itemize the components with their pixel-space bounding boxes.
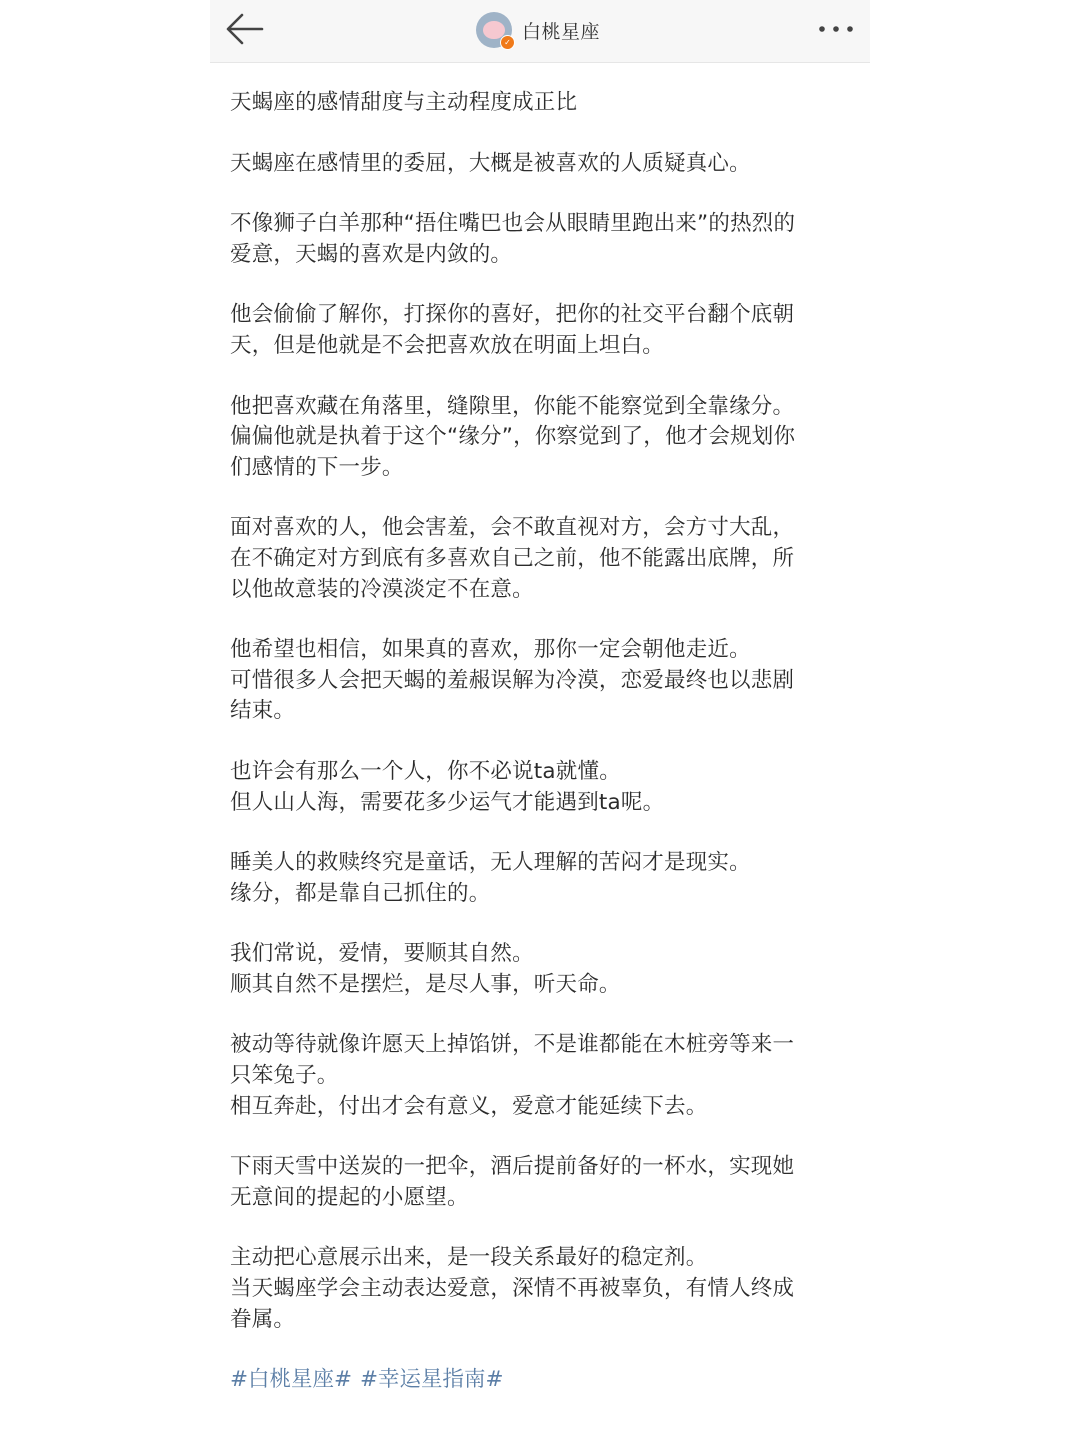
more-options-button[interactable] bbox=[816, 14, 856, 44]
paragraph-line: 眷属。 bbox=[230, 1306, 296, 1332]
article-paragraph bbox=[230, 300, 850, 361]
paragraph-line: 主动把心意展示出来，是一段关系最好的稳定剂。 bbox=[230, 1245, 708, 1271]
paragraph-line: 可惜很多人会把天蝎的羞赧误解为冷漠，恋爱最终也以悲剧 bbox=[230, 667, 795, 693]
paragraph-line: 顺其自然不是摆烂，是尽人事，听天命。 bbox=[230, 971, 621, 997]
article-paragraph bbox=[230, 392, 850, 484]
article-paragraph bbox=[230, 939, 850, 1000]
paragraph-line: 但人山人海，需要花多少运气才能遇到ta呢。 bbox=[230, 789, 665, 815]
avatar[interactable] bbox=[476, 12, 512, 48]
paragraph-line: 缘分，都是靠自己抓住的。 bbox=[230, 880, 491, 906]
paragraph-line: 他会偷偷了解你，打探你的喜好，把你的社交平台翻个底朝 bbox=[230, 302, 795, 328]
article-paragraph bbox=[230, 635, 850, 727]
paragraph-line: 以他故意装的冷漠淡定不在意。 bbox=[230, 576, 534, 602]
paragraph-line: 在不确定对方到底有多喜欢自己之前，他不能露出底牌，所 bbox=[230, 545, 795, 571]
article-body bbox=[230, 88, 850, 1395]
paragraph-line: 当天蝎座学会主动表达爱意，深情不再被辜负，有情人终成 bbox=[230, 1276, 795, 1302]
paragraph-line: 面对喜欢的人，他会害羞，会不敢直视对方，会方寸大乱， bbox=[230, 515, 795, 541]
paragraph-line: 爱意，天蝎的喜欢是内敛的。 bbox=[230, 241, 513, 267]
paragraph-line: 下雨天雪中送炭的一把伞，酒后提前备好的一杯水，实现她 bbox=[230, 1154, 795, 1180]
article-paragraph bbox=[230, 1152, 850, 1213]
hashtag-link[interactable]: #白桃星座# bbox=[230, 1367, 353, 1393]
arrow-left-icon bbox=[224, 10, 266, 48]
paragraph-line: 被动等待就像许愿天上掉馅饼，不是谁都能在木桩旁等来一 bbox=[230, 1032, 795, 1058]
back-button[interactable] bbox=[224, 10, 266, 48]
article-paragraph bbox=[230, 1030, 850, 1122]
article-paragraph bbox=[230, 1243, 850, 1335]
paragraph-line: 他把喜欢藏在角落里，缝隙里，你能不能察觉到全靠缘分。 bbox=[230, 393, 795, 419]
article-paragraph bbox=[230, 848, 850, 909]
top-nav-bar bbox=[210, 0, 870, 63]
article-paragraph bbox=[230, 88, 850, 119]
article-paragraph bbox=[230, 757, 850, 818]
paragraph-line: 天，但是他就是不会把喜欢放在明面上坦白。 bbox=[230, 332, 665, 358]
paragraph-line: 天蝎座的感情甜度与主动程度成正比 bbox=[230, 90, 578, 115]
more-horizontal-icon bbox=[816, 14, 856, 44]
hashtag-list bbox=[230, 1365, 850, 1395]
paragraph-line: 无意间的提起的小愿望。 bbox=[230, 1184, 469, 1210]
paragraph-line: 他希望也相信，如果真的喜欢，那你一定会朝他走近。 bbox=[230, 637, 751, 663]
paragraph-line: 也许会有那么一个人，你不必说ta就懂。 bbox=[230, 758, 621, 784]
paragraph-line: 们感情的下一步。 bbox=[230, 454, 404, 480]
article-paragraph bbox=[230, 513, 850, 605]
account-link[interactable] bbox=[476, 10, 600, 50]
paragraph-line: 天蝎座在感情里的委屈，大概是被喜欢的人质疑真心。 bbox=[230, 150, 751, 176]
article-paragraph bbox=[230, 209, 850, 270]
hashtag-link[interactable]: #幸运星指南# bbox=[360, 1367, 504, 1393]
account-name[interactable]: 白桃星座 bbox=[522, 20, 601, 43]
paragraph-line: 相互奔赴，付出才会有意义，爱意才能延续下去。 bbox=[230, 1093, 708, 1119]
paragraph-line: 我们常说，爱情，要顺其自然。 bbox=[230, 941, 534, 967]
paragraph-line: 睡美人的救赎终究是童话，无人理解的苦闷才是现实。 bbox=[230, 850, 751, 876]
paragraph-line: 结束。 bbox=[230, 698, 296, 724]
paragraph-line: 只笨兔子。 bbox=[230, 1063, 339, 1089]
paragraph-line: 偏偏他就是执着于这个“缘分”，你察觉到了，他才会规划你 bbox=[230, 424, 796, 450]
verified-badge-icon: ✓ bbox=[500, 35, 515, 50]
article-paragraph bbox=[230, 149, 850, 180]
paragraph-line: 不像狮子白羊那种“捂住嘴巴也会从眼睛里跑出来”的热烈的 bbox=[230, 211, 796, 237]
